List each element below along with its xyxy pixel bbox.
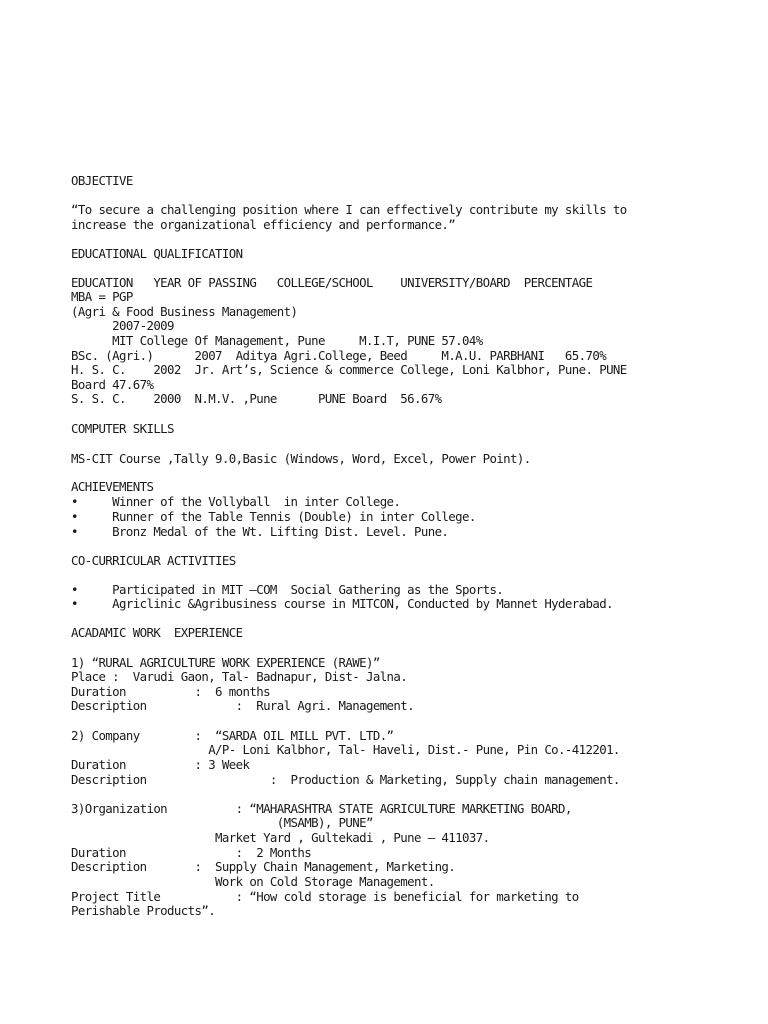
experience-line: Perishable Products”. <box>71 903 216 918</box>
experience-line: Description : Rural Agri. Management. <box>71 698 414 713</box>
education-heading: EDUCATIONAL QUALIFICATION <box>71 246 243 261</box>
experience-line: (MSAMB), PUNE” <box>71 815 373 830</box>
achievement-item: • Bronz Medal of the Wt. Lifting Dist. Level. Pune. <box>71 524 449 539</box>
experience-line: Duration : 6 months <box>71 684 270 699</box>
education-row: H. S. C. 2002 Jr. Art’s, Science & commerce College, Loni Kalbhor, Pune. PUNE <box>71 362 627 377</box>
experience-line: Duration : 3 Week <box>71 757 250 772</box>
achievement-item: • Winner of the Vollyball in inter College. <box>71 494 401 509</box>
education-table-header: EDUCATION YEAR OF PASSING COLLEGE/SCHOOL UNIVERSITY/BOARD PERCENTAGE <box>71 275 593 290</box>
experience-line: 3)Organization : “MAHARASHTRA STATE AGRICULTURE MARKETING BOARD, <box>71 801 572 816</box>
experience-line: A/P- Loni Kalbhor, Tal- Haveli, Dist.- Pune, Pin Co.-412201. <box>71 742 620 757</box>
education-row: S. S. C. 2000 N.M.V. ,Pune PUNE Board 56.67% <box>71 391 442 406</box>
computer-skills-text: MS-CIT Course ,Tally 9.0,Basic (Windows, Word, Excel, Power Point). <box>71 451 531 466</box>
computer-skills-heading: COMPUTER SKILLS <box>71 421 174 436</box>
experience-line: Market Yard , Gultekadi , Pune – 411037. <box>71 830 490 845</box>
achievement-item: • Runner of the Table Tennis (Double) in inter College. <box>71 509 476 524</box>
objective-text-line: “To secure a challenging position where I can effectively contribute my skills to <box>71 202 627 217</box>
education-row: MIT College Of Management, Pune M.I.T, PUNE 57.04% <box>71 333 483 348</box>
education-row: 2007-2009 <box>71 318 174 333</box>
education-row: MBA = PGP <box>71 289 133 304</box>
education-row: (Agri & Food Business Management) <box>71 304 298 319</box>
experience-line: Project Title : “How cold storage is beneficial for marketing to <box>71 889 579 904</box>
objective-heading: OBJECTIVE <box>71 173 133 188</box>
experience-line: Duration : 2 Months <box>71 845 312 860</box>
work-experience-heading: ACADAMIC WORK EXPERIENCE <box>71 625 243 640</box>
experience-line: Description : Production & Marketing, Supply chain management. <box>71 772 620 787</box>
co-curricular-item: • Agriclinic &Agribusiness course in MITCON, Conducted by Mannet Hyderabad. <box>71 596 613 611</box>
achievements-heading: ACHIEVEMENTS <box>71 479 154 494</box>
co-curricular-heading: CO-CURRICULAR ACTIVITIES <box>71 553 236 568</box>
experience-line: Description : Supply Chain Management, Marketing. <box>71 859 456 874</box>
experience-line: Place : Varudi Gaon, Tal- Badnapur, Dist- Jalna. <box>71 669 408 684</box>
co-curricular-item: • Participated in MIT –COM Social Gathering as the Sports. <box>71 582 504 597</box>
objective-text-line: increase the organizational efficiency and performance.” <box>71 217 456 232</box>
education-row: BSc. (Agri.) 2007 Aditya Agri.College, Beed M.A.U. PARBHANI 65.70% <box>71 348 607 363</box>
experience-line: Work on Cold Storage Management. <box>71 874 435 889</box>
education-row: Board 47.67% <box>71 377 154 392</box>
experience-line: 2) Company : “SARDA OIL MILL PVT. LTD.” <box>71 728 394 743</box>
experience-line: 1) “RURAL AGRICULTURE WORK EXPERIENCE (RAWE)” <box>71 655 380 670</box>
